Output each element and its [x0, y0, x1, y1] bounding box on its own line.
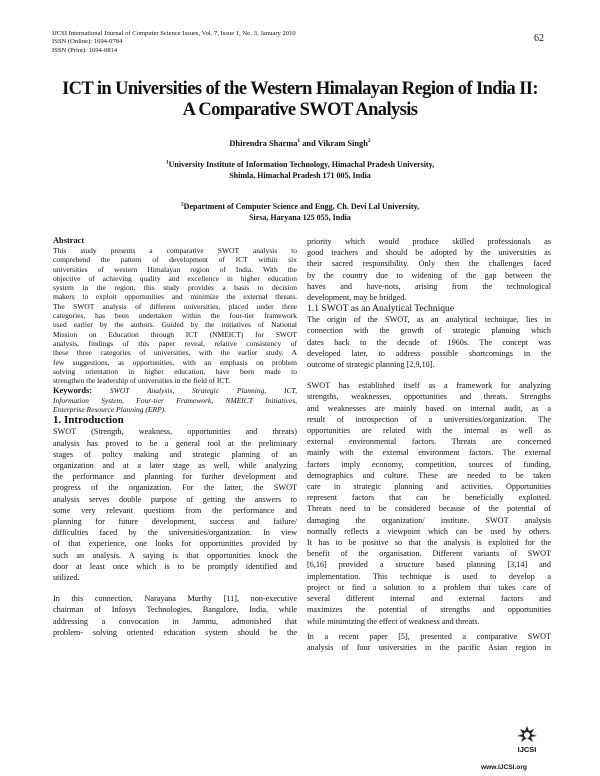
- subsection-heading-swot: 1.1 SWOT as an Analytical Technique: [307, 303, 455, 315]
- keywords-line: Enterprise Resource Planning (ERP).: [53, 405, 167, 415]
- abstract-line: makers to exploit opportunities and minimize the external threats.: [53, 292, 297, 302]
- text-line: benefit of the organisation. Different variants of SWOT: [307, 549, 551, 559]
- text-line: by the country due to widening of the gap between the: [307, 270, 551, 280]
- ijcsi-logo: [512, 725, 542, 754]
- text-line: door at least once which is to be promptly identified and: [53, 561, 297, 571]
- text-line: of that experience, one looks for opportunities provided by: [53, 539, 297, 549]
- text-line: strengths, weaknesses, opportunities and threats. Strengths: [307, 392, 551, 402]
- text-line: connection with the growth of strategic planning which: [307, 326, 551, 336]
- section-heading-introduction: 1. Introduction: [53, 414, 124, 427]
- abstract-text: [53, 246, 297, 385]
- text-line: stages of policy making and strategic planning of an: [53, 449, 297, 459]
- text-line: In this connection, Narayana Murthy [11], non-executive: [53, 594, 297, 604]
- text-line: maximizes the potential of strengths and opportunities: [307, 605, 551, 615]
- introduction-paragraph-2: [53, 593, 297, 638]
- text-line: organization and at a later stage as well, while analyzing: [53, 460, 297, 470]
- abstract-line: solving orientation in higher education, have been made to: [53, 366, 297, 376]
- text-line: represent factors that can be beneficially exploited.: [307, 493, 551, 503]
- text-line: project or find a solution to a problem that takes care of: [307, 582, 551, 592]
- text-line: the performance and planning for further development and: [53, 472, 297, 482]
- keywords-line: Information System, Four-tier Framework, NMEICT Initiatives,: [53, 395, 297, 405]
- swot-origin-paragraph: [307, 314, 551, 370]
- author-2: Vikram Singh: [317, 139, 368, 148]
- keywords: [53, 386, 297, 414]
- text-line: some very relevant questions from the performance and: [53, 505, 297, 515]
- ijcsi-logo-icon: [516, 725, 538, 743]
- abstract-heading: Abstract: [53, 236, 85, 245]
- abstract-line: universities of western Himalayan region of India. With the: [53, 264, 297, 274]
- abstract-line: Mission on Education through ICT (NMEICT) for SWOT: [53, 329, 297, 339]
- text-line: their sacred responsibility. Only then the challenges faced: [307, 259, 551, 269]
- keywords-line: SWOT Analysis, Strategic Planning, ICT,: [109, 386, 297, 396]
- affiliation-1-line-1: University Institute of Information Technology, Himachal Pradesh University,: [168, 160, 435, 169]
- text-line: analysis serves double purpose of getting the answers to: [53, 494, 297, 504]
- text-line: problem- solving oriented education system should be the: [53, 627, 297, 637]
- text-line: while minimizing the effect of weakness and threats.: [307, 616, 480, 626]
- text-line: progress of the organization. For the latter, the SWOT: [53, 483, 297, 493]
- text-line: analysis has proved to be a general tool at the preliminary: [53, 438, 297, 448]
- page-number: 62: [534, 33, 544, 44]
- right-column: [307, 236, 551, 653]
- abstract-line: used earlier by the authors. Guided by the initiatives of National: [53, 320, 297, 330]
- continued-paragraph: [307, 236, 551, 303]
- text-line: addressing a convocation in Jammu, admonished that: [53, 616, 297, 626]
- abstract-line: system in the region, this study provides a basis to decision: [53, 283, 297, 293]
- text-line: opportunities are related with the internal as well as: [307, 426, 551, 436]
- paper-title: [40, 79, 560, 121]
- text-line: Threats need to be considered because of the potential of: [307, 504, 551, 514]
- text-line: It has to be positive so that the analysis is exploited for the: [307, 538, 551, 548]
- text-line: such an analysis. A saying is that opportunities knock the: [53, 550, 297, 560]
- affiliation-2-mark: 2: [180, 201, 184, 208]
- abstract-line: analysis, findings of this paper reveal, relative consistency of: [53, 338, 297, 348]
- text-line: difficulties faced by the universities/organization. In view: [53, 528, 297, 538]
- swot-framework-paragraph: [307, 380, 551, 626]
- text-line: The origin of the SWOT, as an analytical technique, lies in: [307, 315, 551, 325]
- author-list: [0, 139, 600, 148]
- abstract-line: these three categories of universities, with the earlier study. A: [53, 348, 297, 358]
- text-line: haves and have-nots, arising from the technological: [307, 281, 551, 291]
- text-line: utilized.: [53, 572, 80, 582]
- journal-citation: IJCSI International Journal of Computer Science Issues, Vol. 7, Issue 1, No. 3, January 2010: [52, 30, 296, 37]
- affiliation-1-mark: 1: [165, 159, 169, 166]
- text-line: mainly with the external environment factors. The external: [307, 448, 551, 458]
- affiliation-2-line-2: Sirsa, Haryana 125 055, India: [249, 213, 351, 222]
- author-2-affiliation-mark: 2: [367, 138, 371, 145]
- logo-text: IJCSI: [517, 745, 537, 754]
- abstract-line: few suggestions, as opportunities, with an emphasis on problem: [53, 357, 297, 367]
- author-1-affiliation-mark: 1: [297, 138, 301, 145]
- abstract-line: objective of achieving quality and excellence in higher education: [53, 273, 297, 283]
- text-line: outcome of strategic planning [2,9,10].: [307, 360, 435, 370]
- affiliation-1: [0, 159, 600, 181]
- text-line: result of introspection of a universities/organization. The: [307, 414, 551, 424]
- author-1: Dhirendra Sharma: [229, 139, 298, 148]
- title-line-1: ICT in Universities of the Western Himalayan Region of India II:: [62, 79, 538, 99]
- affiliation-2: [0, 201, 600, 223]
- recent-paper-paragraph: [307, 631, 551, 653]
- introduction-paragraph-1: [53, 426, 297, 583]
- text-line: factors imply economy, competition, sources of funding,: [307, 459, 551, 469]
- text-line: several different internal and external factors and: [307, 594, 551, 604]
- text-line: implementation. This technique is used to develop a: [307, 571, 551, 581]
- abstract-line: This study presents a comparative SWOT analysis to: [53, 246, 297, 255]
- text-line: planning for future development, success and failure/: [53, 516, 297, 526]
- text-line: damaging the organization/ institute. SWOT analysis: [307, 515, 551, 525]
- abstract-line: The SWOT analysis of different universities, placed under three: [53, 301, 297, 311]
- affiliation-2-line-1: Department of Computer Science and Engg, Ch. Devi Lal University,: [183, 202, 420, 211]
- text-line: developed later, to address possible shortcomings in the: [307, 348, 551, 358]
- text-line: SWOT has established itself as a framework for analyzing: [307, 381, 551, 391]
- running-head: [52, 30, 296, 55]
- title-line-2: A Comparative SWOT Analysis: [182, 100, 418, 120]
- left-column: [53, 236, 297, 638]
- issn-print: ISSN (Print): 1694-0814: [52, 46, 118, 54]
- text-line: care in strategic planning and activities. Opportunities: [307, 482, 551, 492]
- text-line: dates back to the decade of 1960s. The concept was: [307, 337, 551, 347]
- abstract-line: comprehend the pattern of development of ICT within six: [53, 255, 297, 265]
- text-line: chairman of Infosys Technologies, Bangalore, India, while: [53, 605, 297, 615]
- text-line: priority which would produce skilled professionals as: [307, 237, 551, 246]
- text-line: development, may be bridged.: [307, 293, 407, 303]
- issn-online: ISSN (Online): 1694-0784: [52, 38, 123, 46]
- text-line: SWOT (Strength, weakness, opportunities and threats): [53, 427, 297, 437]
- keywords-label: Keywords:: [53, 386, 93, 396]
- text-line: demographics and culture. These are needed to be taken: [307, 470, 551, 480]
- text-line: In a recent paper [5], presented a comparative SWOT: [307, 631, 551, 641]
- text-line: analysis of four universities in the pacific Asian region in: [307, 642, 551, 652]
- text-line: and weaknesses are mainly based on internal audit, as a: [307, 403, 551, 413]
- abstract-line: strengthen the leadership of universities in the field of ICT.: [53, 376, 231, 386]
- text-line: good teachers and should be adopted by the universities as: [307, 248, 551, 258]
- affiliation-1-line-2: Shimla, Himachal Pradesh 171 005, India: [229, 171, 371, 180]
- author-conjunction: and: [300, 139, 318, 148]
- text-line: normally reflects a viewpoint which can be used by others.: [307, 526, 551, 536]
- text-line: [6,16] provided a structure based planning [3,14] and: [307, 560, 551, 570]
- text-line: external environmental factors. Threats are concerned: [307, 437, 551, 447]
- journal-url[interactable]: www.IJCSI.org: [481, 764, 527, 771]
- abstract-line: categories, has been undertaken within the four-tier framework: [53, 311, 297, 321]
